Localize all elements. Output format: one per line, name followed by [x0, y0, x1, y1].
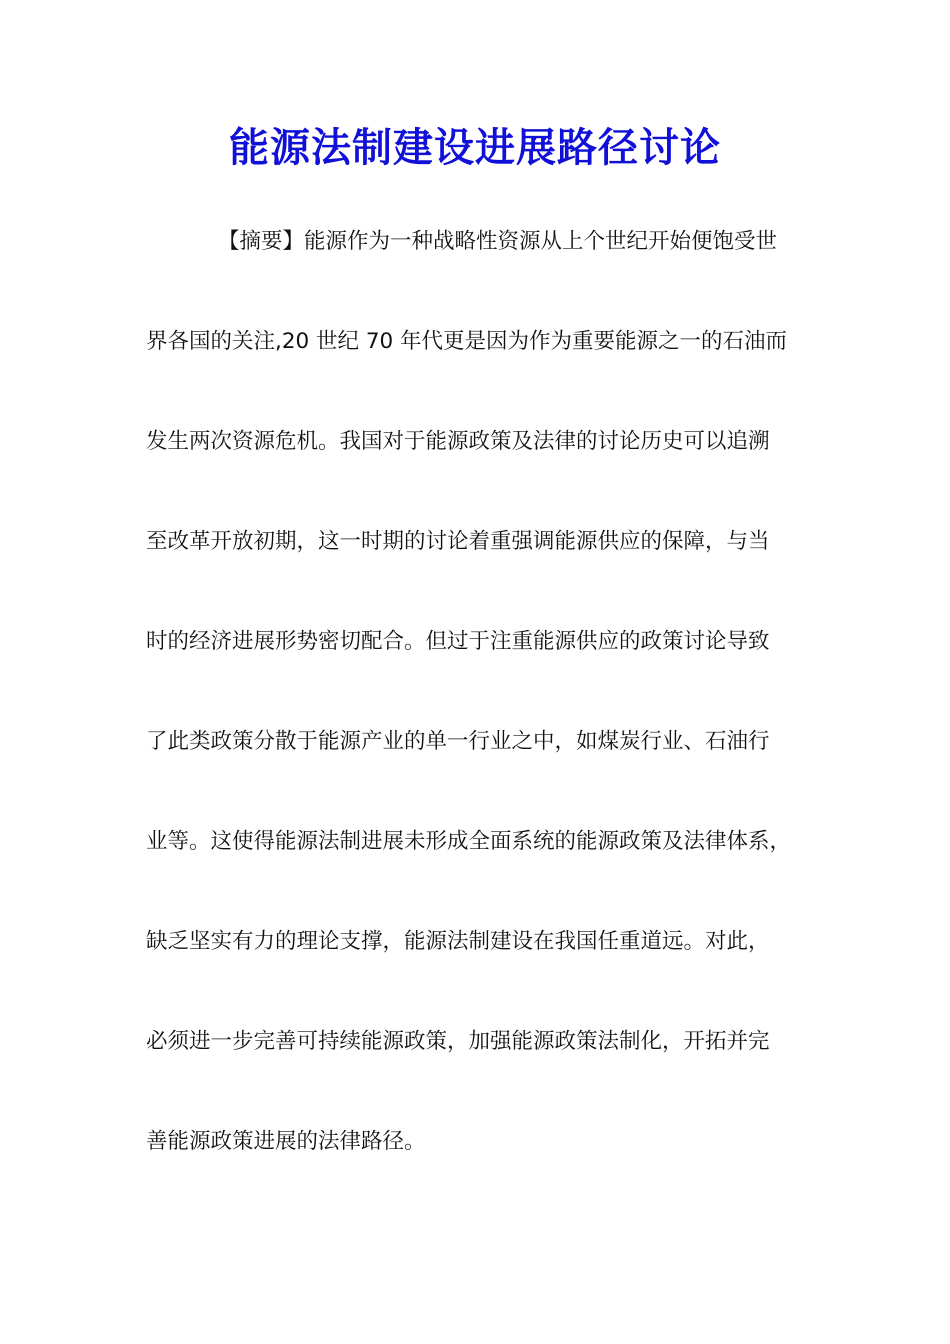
abstract-line: 【摘要】能源作为一种战略性资源从上个世纪开始便饱受世 — [218, 229, 778, 254]
abstract-line: 至改革开放初期，这一时期的讨论着重强调能源供应的保障，与当 — [146, 529, 770, 554]
abstract-line: 界各国的关注,20 世纪 70 年代更是因为作为重要能源之一的石油而 — [146, 329, 788, 354]
abstract-line: 时的经济进展形势密切配合。但过于注重能源供应的政策讨论导致 — [146, 629, 770, 654]
abstract-line: 缺乏坚实有力的理论支撑，能源法制建设在我国任重道远。对此， — [146, 929, 770, 954]
abstract-line: 了此类政策分散于能源产业的单一行业之中，如煤炭行业、石油行 — [146, 729, 770, 754]
abstract-paragraph — [146, 222, 826, 1222]
abstract-line: 发生两次资源危机。我国对于能源政策及法律的讨论历史可以追溯 — [146, 429, 770, 454]
abstract-line: 业等。这使得能源法制进展未形成全面系统的能源政策及法律体系， — [146, 829, 792, 854]
abstract-line: 必须进一步完善可持续能源政策，加强能源政策法制化，开拓并完 — [146, 1029, 770, 1054]
document-title: 能源法制建设进展路径讨论 — [229, 124, 721, 171]
abstract-line: 善能源政策进展的法律路径。 — [146, 1129, 426, 1154]
